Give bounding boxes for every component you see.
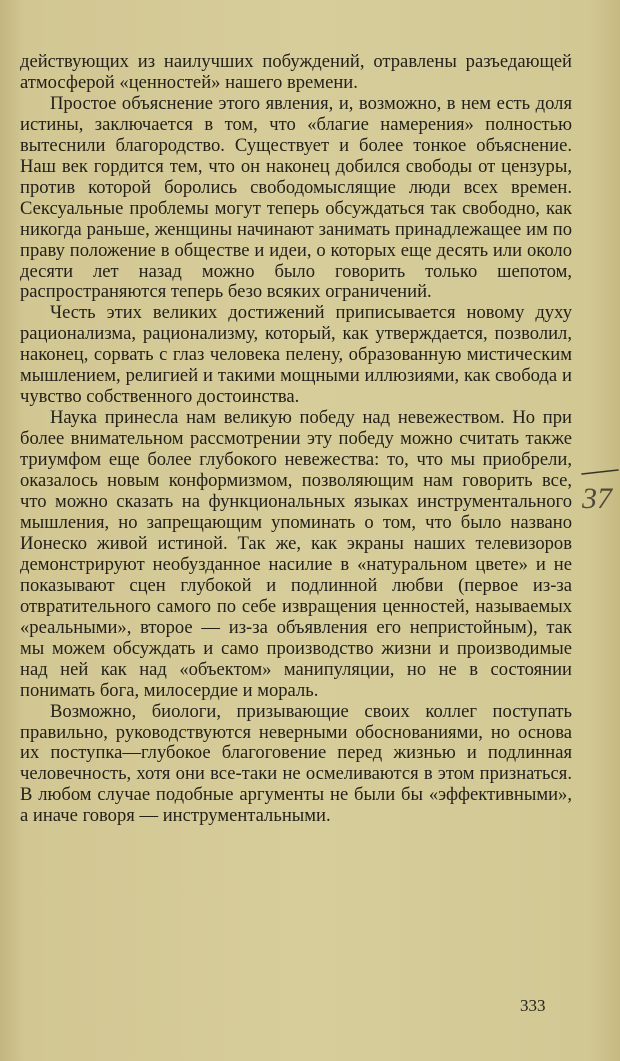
margin-note-text: 37 [582,482,612,515]
paragraph-2: Простое объяснение этого явления, и, возможно, в нем есть доля истины, заключается в том, что «благие намерения» полностью вытеснили благородство. Существует и более тонкое объяснение. Наш век гордится тем, что он наконец добился свободы от цензуры, против которой боролись свободомыслящие люди всех времен. Сексуальные проблемы могут теперь обсуждаться так свободно, как никогда раньше, женщины начинают занимать принадлежащее им по праву положение в обществе и идеи, о которых еще десять или около десяти лет назад можно было говорить только шепотом, распространяются теперь безо всяких ограничений. [20,92,572,303]
paragraph-4: Наука принесла нам великую победу над невежеством. Но при более внимательном рассмотрении эту победу можно считать также триумфом еще более глубокого невежества: то, что мы приобрели, оказалось новым конформизмом, позволяющим нам говорить все, что можно сказать на функциональных языках инструментального мышления, но запрещающим упоминать о том, что было названо Ионеско живой истиной. Так же, как экраны наших телевизоров демонстрируют необузданное насилие в «натуральном цвете» и не показывают сцен глубокой и подлинной любви (первое из-за отвратительного самого по себе извращения ценностей, называемых «реальными», второе — из-за объявления его непристойным), так мы можем обсуждать и само производство жизни и производимые над ней как над «объектом» манипуляции, но не в состоянии понимать бога, милосердие и мораль. [20,407,572,701]
paragraph-1: действующих из наилучших побуждений, отравлены разъедающей атмосферой «ценностей» нашего времени. [20,51,572,93]
page-number: 333 [520,996,546,1015]
paragraph-5: Возможно, биологи, призывающие своих коллег поступать правильно, руководствуются неверными обоснованиями, но основа их поступка—глубокое благоговение перед жизнью и подлинная человечность, хотя они все-таки не осмеливаются в этом признаться. В любом случае подобные аргументы не были бы «эффективными», а иначе говоря — инструментальными. [20,700,572,827]
handwritten-margin-note [580,468,620,524]
body-text [20,52,572,827]
paragraph-3: Честь этих великих достижений приписывается новому духу рационализма, рационализму, который, как утверждается, позволил, наконец, сорвать с глаз человека пелену, образованную мистическим мышлением, религией и такими мощными иллюзиями, как свобода и чувство собственного достоинства. [20,302,572,408]
